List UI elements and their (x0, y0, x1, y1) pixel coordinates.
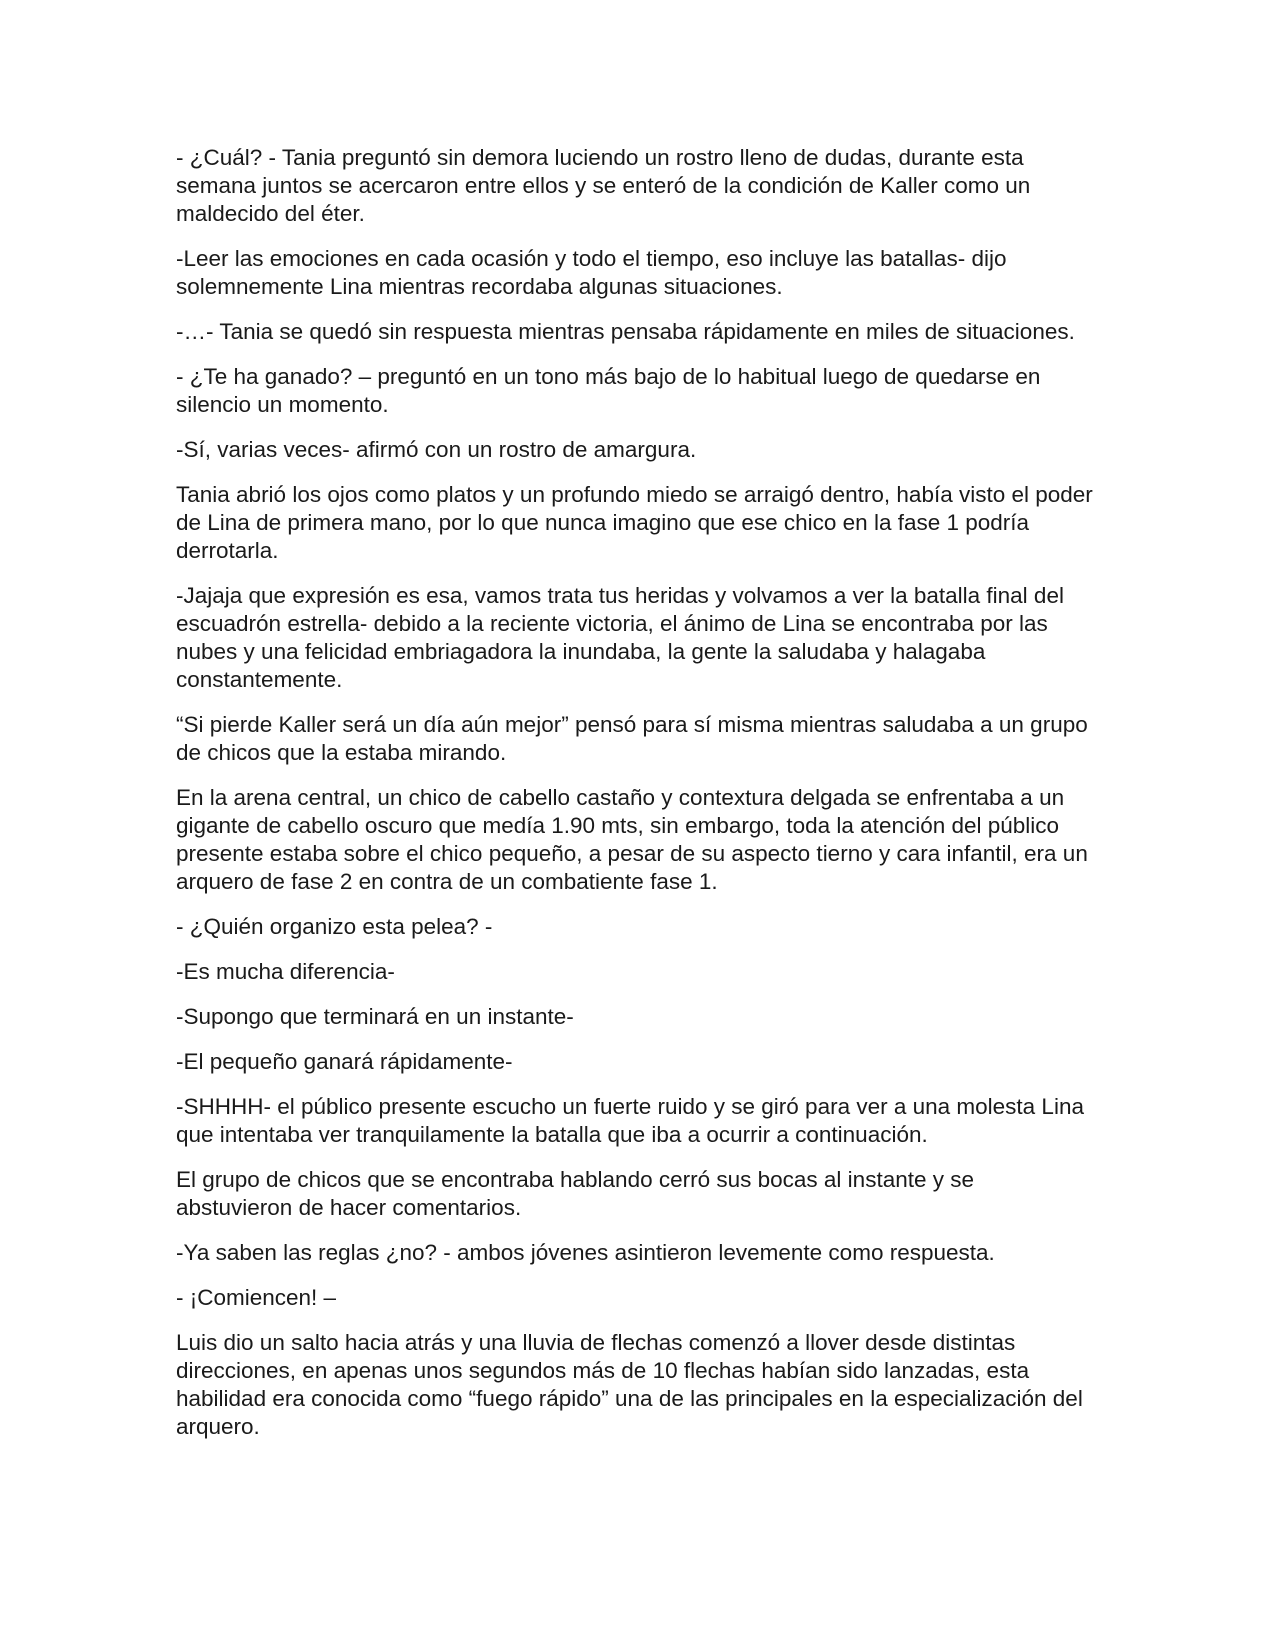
paragraph: -Supongo que terminará en un instante- (176, 1004, 574, 1029)
paragraph: -Jajaja que expresión es esa, vamos trata tus heridas y volvamos a ver la batalla final del escuadrón estrella- debido a la reciente victoria, el ánimo de Lina se encontraba por las nubes y una felicidad embriagadora la inundaba, la gente la saludaba y halagaba constantemente. (176, 583, 1064, 692)
paragraph: El grupo de chicos que se encontraba hablando cerró sus bocas al instante y se abstuvieron de hacer comentarios. (176, 1167, 975, 1220)
paragraph: Luis dio un salto hacia atrás y una lluvia de flechas comenzó a llover desde distintas direcciones, en apenas unos segundos más de 10 flechas habían sido lanzadas, esta habilidad era conocida como “fuego rápido” una de las principales en la especialización del arquero. (176, 1330, 1083, 1439)
paragraph: - ¿Te ha ganado? – preguntó en un tono más bajo de lo habitual luego de quedarse en silencio un momento. (176, 364, 1041, 417)
paragraph: - ¿Quién organizo esta pelea? - (176, 914, 493, 939)
paragraph: - ¿Cuál? - Tania preguntó sin demora luciendo un rostro lleno de dudas, durante esta semana juntos se acercaron entre ellos y se enteró de la condición de Kaller como un maldecido del éter. (176, 145, 1031, 226)
paragraph: Tania abrió los ojos como platos y un profundo miedo se arraigó dentro, había visto el poder de Lina de primera mano, por lo que nunca imagino que ese chico en la fase 1 podría derrotarla. (176, 482, 1093, 563)
paragraph: “Si pierde Kaller será un día aún mejor” pensó para sí misma mientras saludaba a un grupo de chicos que la estaba mirando. (176, 712, 1088, 765)
paragraph: -…- Tania se quedó sin respuesta mientras pensaba rápidamente en miles de situaciones. (176, 319, 1075, 344)
paragraph: -Es mucha diferencia- (176, 959, 395, 984)
paragraph: - ¡Comiencen! – (176, 1285, 337, 1310)
paragraph: -El pequeño ganará rápidamente- (176, 1049, 513, 1074)
paragraph: -Ya saben las reglas ¿no? - ambos jóvenes asintieron levemente como respuesta. (176, 1240, 995, 1265)
paragraph: -Leer las emociones en cada ocasión y todo el tiempo, eso incluye las batallas- dijo solemnemente Lina mientras recordaba algunas situaciones. (176, 246, 1007, 299)
paragraph: -SHHHH- el público presente escucho un fuerte ruido y se giró para ver a una molesta Lina que intentaba ver tranquilamente la batalla que iba a ocurrir a continuación. (176, 1094, 1084, 1147)
paragraph: -Sí, varias veces- afirmó con un rostro de amargura. (176, 437, 697, 462)
document-body (176, 144, 1096, 1458)
paragraph: En la arena central, un chico de cabello castaño y contextura delgada se enfrentaba a un gigante de cabello oscuro que medía 1.90 mts, sin embargo, toda la atención del público presente estaba sobre el chico pequeño, a pesar de su aspecto tierno y cara infantil, era un arquero de fase 2 en contra de un combatiente fase 1. (176, 785, 1088, 894)
